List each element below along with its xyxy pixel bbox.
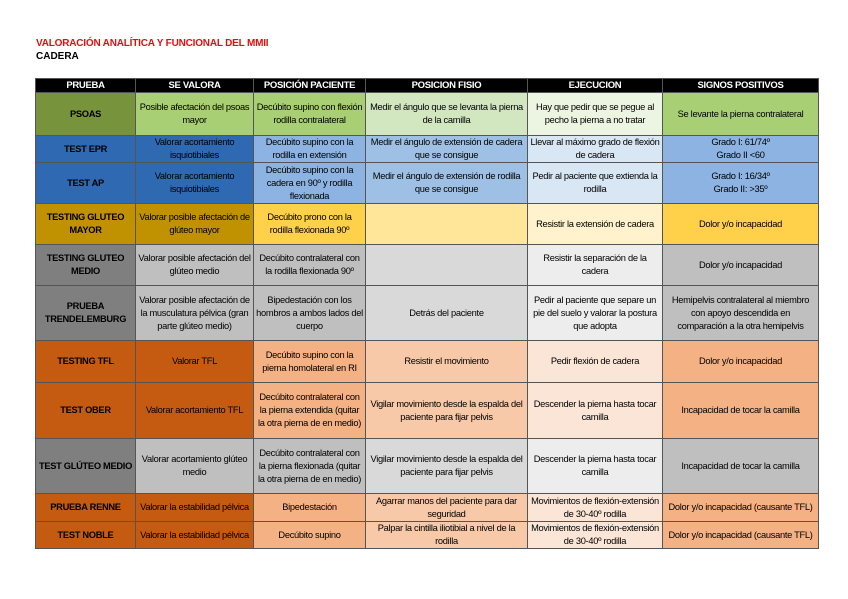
execution-cell: Pedir flexión de cadera [528, 341, 663, 383]
assessment-cell: Valorar acortamiento isquiotibiales [136, 163, 254, 204]
assessment-cell: Valorar la estabilidad pélvica [136, 494, 254, 522]
test-name-cell: TESTING TFL [36, 341, 136, 383]
table-row [36, 494, 819, 522]
assessment-cell: Valorar posible afectación de la musculatura pélvica (gran parte glúteo medio) [136, 286, 254, 341]
assessment-cell: Valorar acortamiento isquiotibiales [136, 136, 254, 163]
table-body [36, 93, 819, 549]
table-row [36, 245, 819, 286]
physio-position-cell: Medir el ángulo de extensión de rodilla que se consigue [366, 163, 528, 204]
column-header: SIGNOS POSITIVOS [663, 79, 819, 93]
test-name-cell: TESTING GLUTEO MAYOR [36, 204, 136, 245]
positive-signs-cell: Dolor y/o incapacidad [663, 341, 819, 383]
column-header: SE VALORA [136, 79, 254, 93]
column-header: PRUEBA [36, 79, 136, 93]
physio-position-cell: Resistir el movimiento [366, 341, 528, 383]
physio-position-cell: Medir el ángulo de extensión de cadera que se consigue [366, 136, 528, 163]
physio-position-cell: Agarrar manos del paciente para dar seguridad [366, 494, 528, 522]
test-name-cell: PRUEBA TRENDELEMBURG [36, 286, 136, 341]
physio-position-cell: Vigilar movimiento desde la espalda del paciente para fijar pelvis [366, 439, 528, 494]
positive-signs-cell: Se levante la pierna contralateral [663, 93, 819, 136]
positive-signs-cell: Hemipelvis contralateral al miembro con apoyo descendida en comparación a la otra hemipelvis [663, 286, 819, 341]
table-row [36, 286, 819, 341]
execution-cell: Resistir la separación de la cadera [528, 245, 663, 286]
table-row [36, 341, 819, 383]
positive-signs-cell: Incapacidad de tocar la camilla [663, 383, 819, 439]
physio-position-cell [366, 245, 528, 286]
physio-position-cell [366, 204, 528, 245]
table-header-row [36, 79, 819, 93]
column-header: EJECUCION [528, 79, 663, 93]
table-row [36, 136, 819, 163]
execution-cell: Resistir la extensión de cadera [528, 204, 663, 245]
physio-position-cell: Vigilar movimiento desde la espalda del paciente para fijar pelvis [366, 383, 528, 439]
page-subtitle: CADERA [36, 51, 79, 62]
execution-cell: Pedir al paciente que extienda la rodilla [528, 163, 663, 204]
test-name-cell: TEST EPR [36, 136, 136, 163]
positive-signs-cell: Dolor y/o incapacidad (causante TFL) [663, 494, 819, 522]
assessment-cell: Posible afectación del psoas mayor [136, 93, 254, 136]
patient-position-cell: Decúbito prono con la rodilla flexionada 90º [254, 204, 366, 245]
table-row [36, 204, 819, 245]
positive-signs-cell: Grado I: 16/34º Grado II: >35º [663, 163, 819, 204]
table-row [36, 522, 819, 549]
positive-signs-cell: Incapacidad de tocar la camilla [663, 439, 819, 494]
execution-cell: Pedir al paciente que separe un pie del suelo y valorar la postura que adopta [528, 286, 663, 341]
test-name-cell: PSOAS [36, 93, 136, 136]
assessment-cell: Valorar posible afectación de glúteo mayor [136, 204, 254, 245]
patient-position-cell: Decúbito supino [254, 522, 366, 549]
execution-cell: Descender la pierna hasta tocar camilla [528, 383, 663, 439]
test-name-cell: TEST AP [36, 163, 136, 204]
patient-position-cell: Decúbito supino con flexión rodilla contralateral [254, 93, 366, 136]
physio-position-cell: Palpar la cintilla iliotibial a nivel de la rodilla [366, 522, 528, 549]
execution-cell: Hay que pedir que se pegue al pecho la pierna a no tratar [528, 93, 663, 136]
positive-signs-cell: Dolor y/o incapacidad [663, 204, 819, 245]
patient-position-cell: Decúbito supino con la cadera en 90º y rodilla flexionada [254, 163, 366, 204]
evaluation-table [35, 78, 819, 549]
patient-position-cell: Decúbito supino con la pierna homolateral en RI [254, 341, 366, 383]
page-title: VALORACIÓN ANALÍTICA Y FUNCIONAL DEL MMII [36, 38, 269, 49]
patient-position-cell: Bipedestación con los hombros a ambos lados del cuerpo [254, 286, 366, 341]
test-name-cell: TEST OBER [36, 383, 136, 439]
physio-position-cell: Medir el ángulo que se levanta la pierna de la camilla [366, 93, 528, 136]
assessment-cell: Valorar acortamiento glúteo medio [136, 439, 254, 494]
test-name-cell: TEST GLÚTEO MEDIO [36, 439, 136, 494]
patient-position-cell: Decúbito contralateral con la pierna extendida (quitar la otra pierna de en medio) [254, 383, 366, 439]
test-name-cell: PRUEBA RENNE [36, 494, 136, 522]
test-name-cell: TESTING GLUTEO MEDIO [36, 245, 136, 286]
assessment-cell: Valorar la estabilidad pélvica [136, 522, 254, 549]
column-header: POSICIÓN PACIENTE [254, 79, 366, 93]
assessment-cell: Valorar posible afectación del glúteo medio [136, 245, 254, 286]
positive-signs-cell: Dolor y/o incapacidad (causante TFL) [663, 522, 819, 549]
patient-position-cell: Decúbito contralateral con la rodilla flexionada 90º [254, 245, 366, 286]
execution-cell: Movimientos de flexión-extensión de 30-40º rodilla [528, 522, 663, 549]
patient-position-cell: Decúbito contralateral con la pierna flexionada (quitar la otra pierna de en medio) [254, 439, 366, 494]
column-header: POSICION FISIO [366, 79, 528, 93]
table-row [36, 93, 819, 136]
patient-position-cell: Bipedestación [254, 494, 366, 522]
table-row [36, 383, 819, 439]
assessment-cell: Valorar TFL [136, 341, 254, 383]
table-row [36, 163, 819, 204]
test-name-cell: TEST NOBLE [36, 522, 136, 549]
execution-cell: Descender la pierna hasta tocar camilla [528, 439, 663, 494]
positive-signs-cell: Grado I: 61/74º Grado II <60 [663, 136, 819, 163]
patient-position-cell: Decúbito supino con la rodilla en extensión [254, 136, 366, 163]
execution-cell: Movimientos de flexión-extensión de 30-40º rodilla [528, 494, 663, 522]
table-row [36, 439, 819, 494]
assessment-cell: Valorar acortamiento TFL [136, 383, 254, 439]
physio-position-cell: Detrás del paciente [366, 286, 528, 341]
positive-signs-cell: Dolor y/o incapacidad [663, 245, 819, 286]
execution-cell: Llevar al máximo grado de flexión de cadera [528, 136, 663, 163]
